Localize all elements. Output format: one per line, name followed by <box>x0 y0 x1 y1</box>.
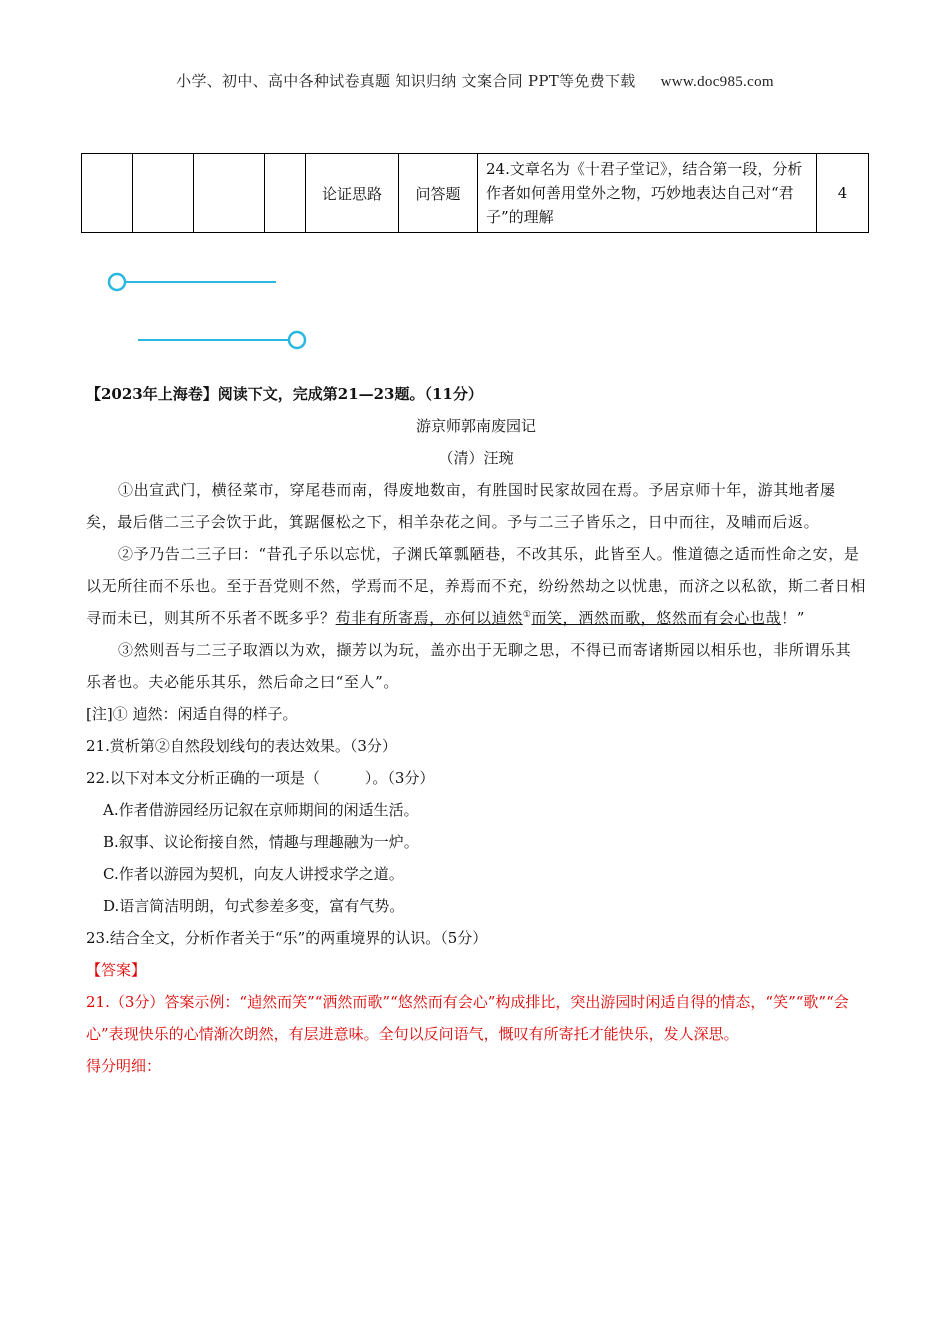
article-title: 游京师郭南废园记 <box>415 417 536 435</box>
page-header <box>0 70 950 91</box>
underlined-sentence-part-2: 而笑，洒然而歌，悠然而有会心也哉 <box>531 609 782 627</box>
footnote-marker: ① <box>522 610 532 620</box>
table-cell-question: 24.文章名为《十君子堂记》，结合第一段，分析作者如何善用堂外之物，巧妙地表达自己对“君子”的理解 <box>478 154 817 233</box>
table-cell-empty <box>194 154 265 233</box>
header-text: 小学、初中、高中各种试卷真题 知识归纳 文案合同 PPT等免费下载 <box>176 72 636 90</box>
answer-21: 21.（3分）答案示例：“逌然而笑”“洒然而歌”“悠然而有会心”构成排比，突出游园时闲适自得的情态，“笑”“歌”“会心”表现快乐的心情渐次朗然，有层进意味。全句以反问语气，慨叹有所寄托才能快乐，发人深思。 <box>86 993 849 1043</box>
article-author: （清）汪琬 <box>438 449 514 467</box>
table-cell-empty <box>133 154 194 233</box>
article-paragraph-1: ①出宣武门，横径菜市，穿尾巷而南，得废地数亩，有胜国时民家故园在焉。予居京师十年，游其地者屡矣，最后偕二三子会饮于此，箕踞偃松之下，相羊杂花之间。予与二三子皆乐之，日中而往，及晡而后返。 <box>86 481 836 531</box>
table-cell-empty <box>265 154 306 233</box>
table-cell-format: 问答题 <box>399 154 478 233</box>
question-spec-table <box>81 153 869 233</box>
main-content <box>86 378 866 1082</box>
intro-line <box>86 378 866 410</box>
table-row <box>82 154 869 233</box>
footnote: [注]① 逌然：闲适自得的样子。 <box>86 705 298 723</box>
table-cell-empty <box>82 154 133 233</box>
header-site-link[interactable]: www.doc985.com <box>660 74 774 90</box>
paragraph-2-text: ②予乃告二三子曰：“昔孔子乐以忘忧，子渊氏箪瓢陋巷，不改其乐，此皆至人。惟道德之适而性命之安，是以无所往而不乐也。至于吾党则不然，学焉而不足，养焉而不充，纷纷然劫之以忧患，而济之以私欲，斯二者日相寻而未已，则其所不乐者不既多乎？ <box>86 545 867 627</box>
section-logo <box>100 266 315 356</box>
article-paragraph-2 <box>86 538 866 634</box>
intro-instruction: 阅读下文，完成第21—23题。（11分） <box>217 385 483 403</box>
option-c: C.作者以游园为契机，向友人讲授求学之道。 <box>103 865 404 883</box>
score-detail-label: 得分明细： <box>86 1057 162 1075</box>
option-b: B.叙事、议论衔接自然，情趣与理趣融为一炉。 <box>103 833 419 851</box>
question-22: 22.以下对本文分析正确的一项是（ ）。（3分） <box>86 769 435 787</box>
paragraph-2-end: ！” <box>781 609 805 627</box>
article-paragraph-3: ③然则吾与二三子取酒以为欢，撷芳以为玩，盖亦出于无聊之思，不得已而寄诸斯园以相乐也，非所谓乐其乐者也。夫必能乐其乐，然后命之曰“至人”。 <box>86 641 852 691</box>
question-23: 23.结合全文，分析作者关于“乐”的两重境界的认识。（5分） <box>86 929 488 947</box>
exam-source: 【2023年上海卷】 <box>86 385 218 403</box>
table-cell-score: 4 <box>817 154 869 233</box>
option-a: A.作者借游园经历记叙在京师期间的闲适生活。 <box>103 801 419 819</box>
answer-label: 【答案】 <box>86 961 147 979</box>
section-logo-graphic <box>100 266 315 356</box>
question-21: 21.赏析第②自然段划线句的表达效果。（3分） <box>86 737 397 755</box>
underlined-sentence-part-1: 苟非有所寄焉，亦何以逌然 <box>335 609 523 627</box>
section-logo-text: 真题回顾 <box>152 299 258 329</box>
option-d: D.语言简洁明朗，句式参差多变，富有气势。 <box>103 897 405 915</box>
table-cell-type: 论证思路 <box>306 154 399 233</box>
